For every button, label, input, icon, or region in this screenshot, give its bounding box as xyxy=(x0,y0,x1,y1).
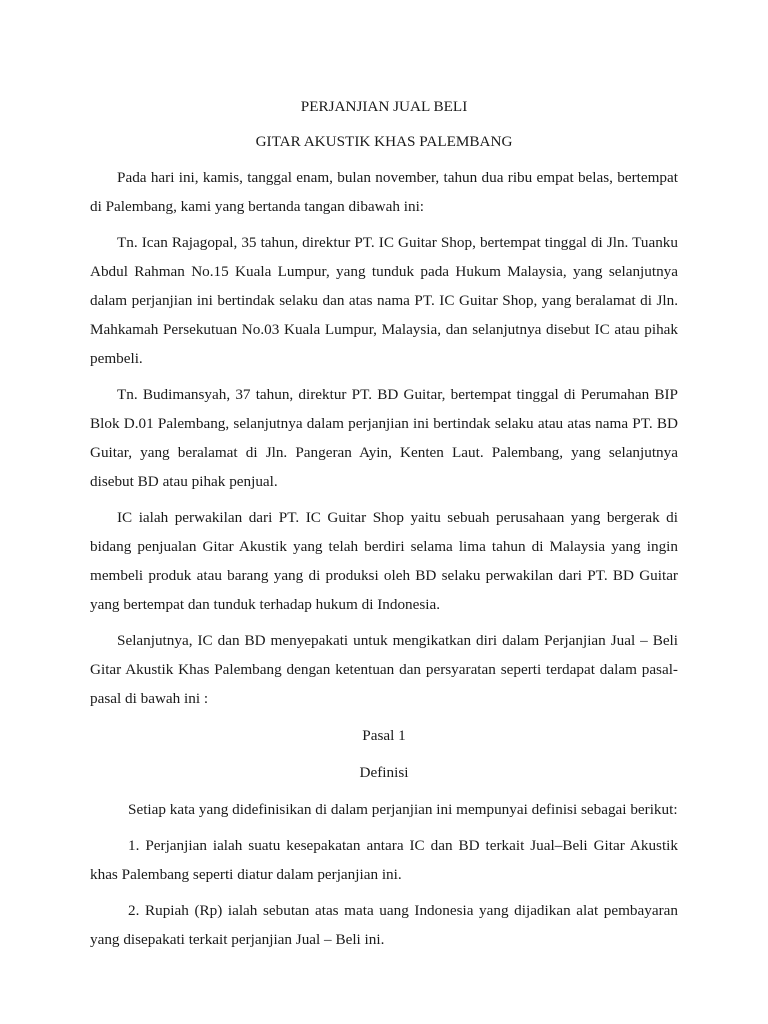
paragraph-background: IC ialah perwakilan dari PT. IC Guitar Shop yaitu sebuah perusahaan yang bergerak di bidang penjualan Gitar Akustik yang telah berdiri selama lima tahun di Malaysia yang ingin membeli produk atau barang yang di produksi oleh BD selaku perwakilan dari PT. BD Guitar yang bertempat dan tunduk terhadap hukum di Indonesia. xyxy=(90,509,678,613)
document-subtitle: GITAR AKUSTIK KHAS PALEMBANG xyxy=(255,133,513,150)
pasal-subheading: Definisi xyxy=(359,764,409,781)
document-title: PERJANJIAN JUAL BELI xyxy=(300,98,468,115)
paragraph-agreement: Selanjutnya, IC dan BD menyepakati untuk mengikatkan diri dalam Perjanjian Jual – Beli Gitar Akustik Khas Palembang dengan ketentuan dan persyaratan seperti terdapat dalam pasal-pasal di bawah ini : xyxy=(90,632,678,707)
paragraph-opening: Pada hari ini, kamis, tanggal enam, bulan november, tahun dua ribu empat belas, bertempat di Palembang, kami yang bertanda tangan dibawah ini: xyxy=(90,169,678,215)
pasal-heading: Pasal 1 xyxy=(362,727,406,744)
definition-item: 2. Rupiah (Rp) ialah sebutan atas mata uang Indonesia yang dijadikan alat pembayaran yang disepakati terkait perjanjian Jual – Beli ini. xyxy=(90,902,678,948)
definition-intro: Setiap kata yang didefinisikan di dalam perjanjian ini mempunyai definisi sebagai berikut: xyxy=(128,801,678,818)
definition-item: 1. Perjanjian ialah suatu kesepakatan antara IC dan BD terkait Jual–Beli Gitar Akustik khas Palembang seperti diatur dalam perjanjian ini. xyxy=(90,837,678,883)
paragraph-buyer: Tn. Ican Rajagopal, 35 tahun, direktur PT. IC Guitar Shop, bertempat tinggal di Jln. Tuanku Abdul Rahman No.15 Kuala Lumpur, yang tunduk pada Hukum Malaysia, yang selanjutnya dalam perjanjian ini bertindak selaku dan atas nama PT. IC Guitar Shop, yang beralamat di Jln. Mahkamah Persekutuan No.03 Kuala Lumpur, Malaysia, dan selanjutnya disebut IC atau pihak pembeli. xyxy=(90,234,678,367)
paragraph-seller: Tn. Budimansyah, 37 tahun, direktur PT. BD Guitar, bertempat tinggal di Perumahan BIP Blok D.01 Palembang, selanjutnya dalam perjanjian ini bertindak selaku atau atas nama PT. BD Guitar, yang beralamat di Jln. Pangeran Ayin, Kenten Laut. Palembang, yang selanjutnya disebut BD atau pihak penjual. xyxy=(90,386,678,490)
document-body xyxy=(90,92,678,954)
